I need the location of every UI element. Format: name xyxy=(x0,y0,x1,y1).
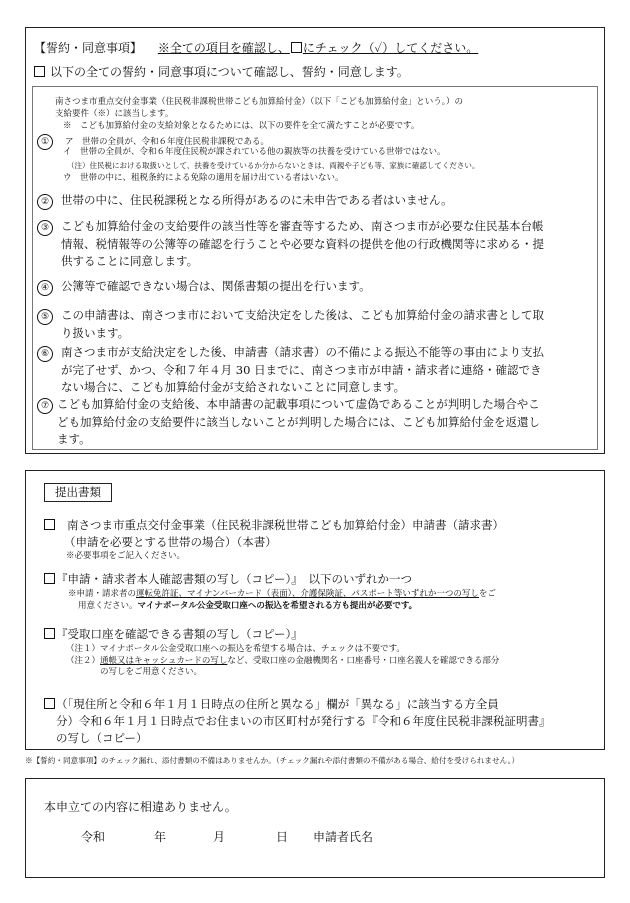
signature-statement: 本申立ての内容に相違ありません。 xyxy=(44,800,237,814)
item-1-i: イ 世帯の全員が、令和６年度住民税が課されている他の親族等の扶養を受けている世帯ではない。 xyxy=(63,147,446,157)
doc-1[interactable]: 南さつま市重点交付金事業（住民税非課税世帯こども加算給付金）申請書（請求書） （申請を必要とする世帯の場合）（本書） xyxy=(44,517,504,551)
footnote: ※【誓約・同意事項】のチェック漏れ、添付書類の不備はありませんか。（チェック漏れや添付書類の不備がある場合、給付を受けられません。） xyxy=(25,756,520,765)
date-era: 令和 xyxy=(81,830,106,844)
doc-3-checkbox[interactable] xyxy=(44,628,55,639)
item-1: ① ア 世帯の全員が、令和６年度住民税非課税である。 xyxy=(37,134,269,150)
doc-3-notes: （注１）マイナポータル公金受取口座への振込を希望する場合は、チェックは不要です。 （注２）通帳又はキャッシュカードの写しなど、受取口座の金融機関名・口座番号・口座名義人を確認できる部分 の写しをご用意ください。 xyxy=(66,644,500,677)
date-day: 日 xyxy=(276,830,289,844)
item-4: ④ 公簿等で確認できない場合は、関係書類の提出を行います。 xyxy=(37,278,371,296)
oath-instruction: ※全ての項目を確認し、 にチェック（✓）してください。 xyxy=(157,41,479,55)
doc-4-checkbox[interactable] xyxy=(44,698,55,709)
doc-1-note: ※必要事項をご記入ください。 xyxy=(66,551,186,561)
documents-section xyxy=(25,470,605,750)
doc-2[interactable]: 『申請・請求者本人確認書類の写し（コピー）』 以下のいずれか一つ xyxy=(44,571,412,588)
item-1-u: ウ 世帯の中に、租税条約による免除の適用を届け出ている者はいない。 xyxy=(63,173,344,183)
item-2: ② 世帯の中に、住民税課税となる所得があるのに未申告である者はいません。 xyxy=(37,192,453,210)
oath-heading: 【誓約・同意事項】 xyxy=(34,41,143,55)
date-month: 月 xyxy=(213,830,226,844)
doc-4[interactable]: （「現住所と令和６年１月１日時点の住所と異なる」欄が「異なる」に該当する方全員 分）令和６年１月１日時点でお住まいの市区町村が発行する『令和６年度住民税非課税証明書』 の写し（コピー） xyxy=(44,696,551,747)
agree-all-label: 以下の全ての誓約・同意事項について確認し、誓約・同意します。 xyxy=(50,65,409,79)
item-5: ⑤ この申請書は、南さつま市において支給決定をした後は、こども加算給付金の請求書として取 り扱います。 xyxy=(37,307,544,342)
item-3: ③ こども加算給付金の支給要件の該当性等を審査等するため、南さつま市が必要な住民基本台帳 情報、税情報等の公簿等の確認を行うことや必要な資料の提供を他の行政機関等に求める・提 供することに同意します。 xyxy=(37,218,544,270)
doc-3[interactable]: 『受取口座を確認できる書類の写し（コピー）』 xyxy=(44,626,303,643)
requirement-note: ※ こども加算給付金の支給対象となるためには、以下の要件を全て満たすことが必要です。 xyxy=(63,121,420,131)
item-1-number: ① xyxy=(37,134,53,150)
doc-2-note: ※申請・請求者の運転免許証、マイナンバーカード（表面）、介護保険証、パスポート等いずれか一つの写しをご 用意ください。マイナポータル公金受取口座への振込を希望される方も提出が必要です。 xyxy=(68,589,496,611)
agree-all-row[interactable] xyxy=(34,64,409,80)
signature-section xyxy=(25,778,605,878)
oath-section xyxy=(25,27,605,454)
intro-text: 南さつま市重点交付金事業（住民税非課税世帯こども加算給付金）（以下「こども加算給付金」という。）の 支給要件（※）に該当します。 xyxy=(55,97,464,119)
date-year: 年 xyxy=(154,830,167,844)
checkbox-sample-icon xyxy=(291,42,302,53)
doc-2-checkbox[interactable] xyxy=(44,573,55,584)
item-1-note: （注）住民税における取扱いとして、扶養を受けているか分からないときは、両親や子ども等、家族に確認してください。 xyxy=(67,161,480,170)
applicant-name-label: 申請者氏名 xyxy=(313,830,374,844)
documents-heading: 提出書類 xyxy=(44,483,112,502)
item-6: ⑥ 南さつま市が支給決定をした後、申請書（請求書）の不備による振込不能等の事由により支払 が完了せず、かつ、令和７年４月 30 日までに、南さつま市が申請・請求者に連絡・確認でき ない場合に、こども加算給付金が支給されないことに同意します。 xyxy=(37,344,544,396)
item-7: ⑦ こども加算給付金の支給後、本申請書の記載事項について虚偽であることが判明した場合やこ ども加算給付金の支給要件に該当しないことが判明した場合には、こども加算給付金を返還し ます。 xyxy=(37,396,540,448)
doc-1-checkbox[interactable] xyxy=(44,519,55,530)
agree-all-checkbox[interactable] xyxy=(34,66,45,77)
oath-heading-line xyxy=(34,40,478,56)
oath-items-box xyxy=(32,86,598,450)
